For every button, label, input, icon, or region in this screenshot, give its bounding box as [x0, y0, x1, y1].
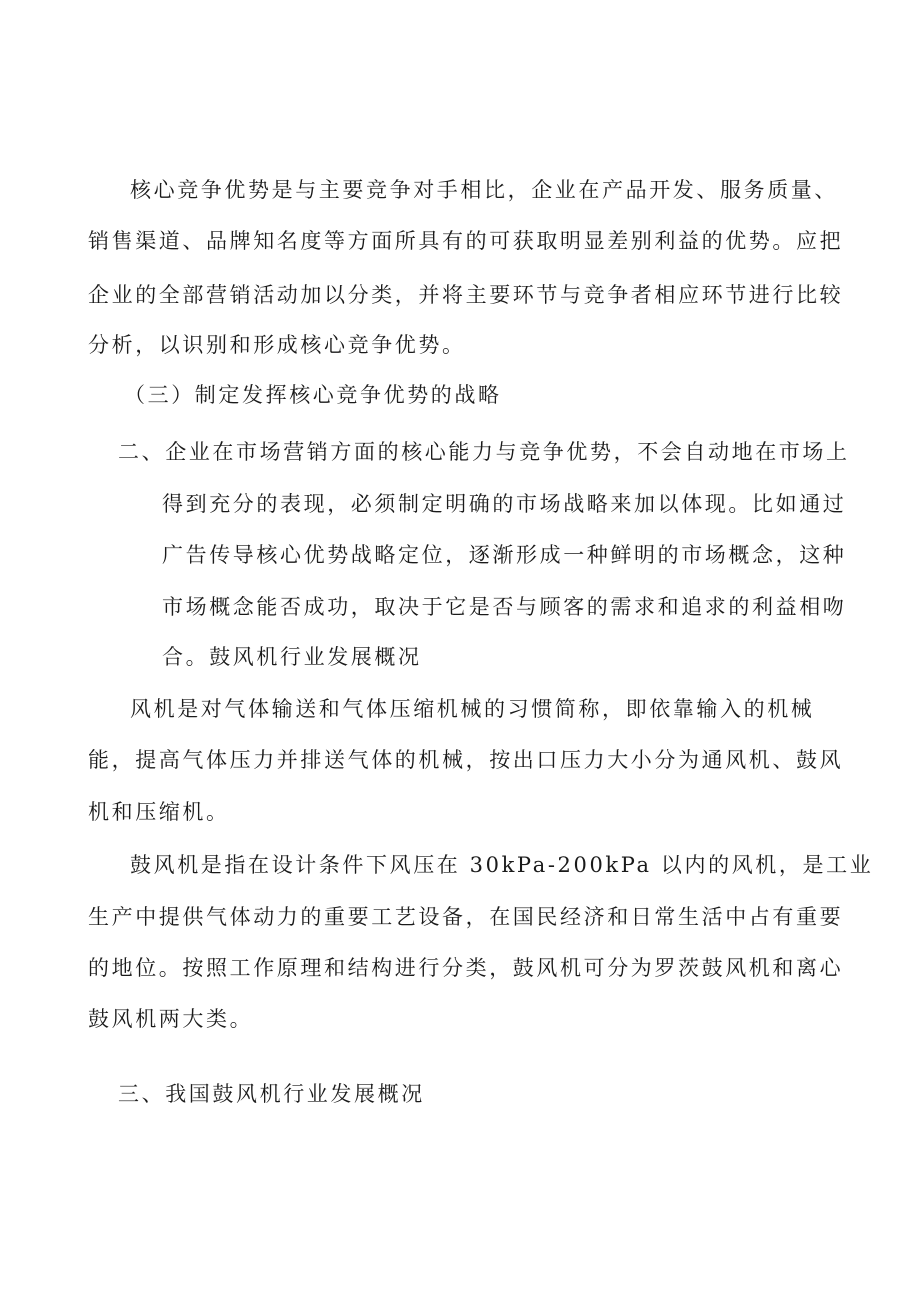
paragraph-line: 能，提高气体压力并排送气体的机械，按出口压力大小分为通风机、鼓风 [88, 748, 844, 772]
paragraph-line: 分析，以识别和形成核心竞争优势。 [88, 333, 466, 357]
paragraph-line: 企业的全部营销活动加以分类，并将主要环节与竞争者相应环节进行比较 [88, 283, 844, 307]
paragraph-line: 鼓风机是指在设计条件下风压在 30kPa-200kPa 以内的风机，是工业 [130, 853, 874, 877]
paragraph-line: 机和压缩机。 [88, 800, 230, 824]
subheading: （三）制定发挥核心竞争优势的战略 [124, 383, 502, 407]
paragraph-line: 风机是对气体输送和气体压缩机械的习惯简称，即依靠输入的机械 [130, 697, 815, 721]
paragraph-line: 核心竞争优势是与主要竞争对手相比，企业在产品开发、服务质量、 [130, 178, 838, 202]
section-line: 广告传导核心优势战略定位，逐渐形成一种鲜明的市场概念，这种 [162, 543, 847, 567]
paragraph-line: 生产中提供气体动力的重要工艺设备，在国民经济和日常生活中占有重要 [88, 905, 844, 929]
section-heading-line: 二、企业在市场营销方面的核心能力与竞争优势，不会自动地在市场上 [118, 440, 850, 464]
paragraph-line: 鼓风机两大类。 [88, 1007, 254, 1031]
section-line: 合。鼓风机行业发展概况 [162, 645, 422, 669]
paragraph-line: 的地位。按照工作原理和结构进行分类，鼓风机可分为罗茨鼓风机和离心 [88, 956, 844, 980]
section-line: 得到充分的表现，必须制定明确的市场战略来加以体现。比如通过 [162, 492, 847, 516]
paragraph-line: 销售渠道、品牌知名度等方面所具有的可获取明显差别利益的优势。应把 [88, 229, 844, 253]
section-heading: 三、我国鼓风机行业发展概况 [118, 1082, 425, 1106]
section-line: 市场概念能否成功，取决于它是否与顾客的需求和追求的利益相吻 [162, 595, 847, 619]
